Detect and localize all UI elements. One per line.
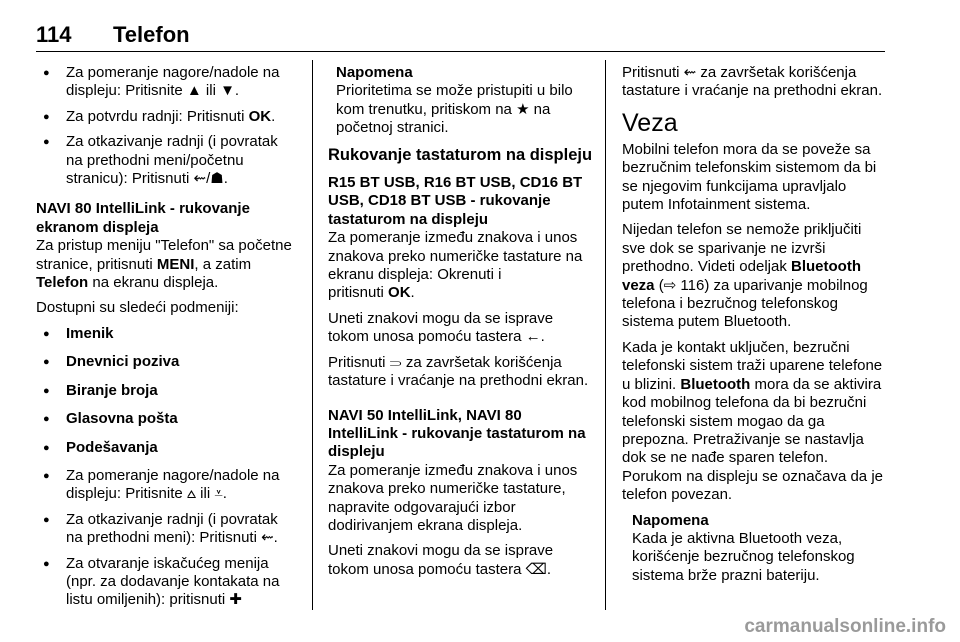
header-rule: [36, 51, 885, 52]
note-box: [622, 512, 888, 586]
list-item: ● Podešavanja: [36, 439, 298, 457]
page-header: [36, 22, 926, 52]
list-item: ● Za otkazivanje radnji (i povratak na prethodni meni/početnu stranicu): Pritisnuti ⇜/☗.: [36, 133, 298, 188]
note-text: Kada je aktivna Bluetooth veza, korišćenje bezručnog telefonskog sistema brže prazni bateriju.: [632, 529, 855, 584]
list-item: ● Za potvrdu radnji: Pritisnuti OK.: [36, 108, 298, 126]
paragraph: Pritisnuti ⇜ za završetak korišćenja tastature i vraćanje na prethodni ekran.: [622, 64, 883, 100]
list-item: ● Imenik: [36, 325, 298, 343]
paragraph: Za pomeranje između znakova i unos znakova preko numeričke tastature na ekranu displeja: Okrenuti i: [328, 229, 583, 284]
list-item: ● Za otkazivanje radnji (i povratak na prethodni meni): Pritisnuti ⇜.: [36, 511, 298, 548]
section-title: Telefon: [113, 22, 190, 47]
paragraph: Uneti znakovi mogu da se isprave tokom unosa pomoću tastera ⌫.: [328, 542, 554, 578]
list-item: ● Za pomeranje nagore/nadole na displeju: Pritisnite ▲ ili ▼.: [36, 64, 298, 101]
paragraph: Za pomeranje između znakova i unos znakova preko numeričke tastature, napravite odgovarajući izbor dodirivanjem ekrana displeja.: [328, 461, 578, 534]
page-number: 114: [36, 22, 72, 47]
note-text: Prioritetima se može pristupiti u bilo kom trenutku, pritiskom na ★ na početnoj stranici.: [336, 82, 573, 137]
subheading: NAVI 50 IntelliLink, NAVI 80 IntelliLink - rukovanje tastaturom na displeju: [328, 406, 586, 461]
column-1: [36, 64, 298, 617]
column-divider-2: [605, 60, 606, 610]
paragraph: Za pristup meniju "Telefon" sa početne stranice, pritisnuti MENI, a zatim Telefon na ekranu displeja.: [36, 237, 292, 292]
column-divider-1: [312, 60, 313, 610]
subheading: NAVI 80 IntelliLink - rukovanje ekranom displeja: [36, 200, 250, 236]
section-heading: Veza: [622, 108, 678, 137]
paragraph: Nijedan telefon se nemože priključiti sve dok se sparivanje ne izvrši prethodno. Videti odeljak Bluetooth veza (⇨ 116) za uparivanje mobilnog telefona i bezručnog telefonskog sistema putem Bluetooth.: [622, 221, 868, 331]
list-item: ● Biranje broja: [36, 382, 298, 400]
paragraph: Kada je kontakt uključen, bezručni telefonski sistem traži uparene telefone u blizini. Bluetooth mora da se aktivira kod mobilnog telefona da bi bezručni telefonski sistem mogao da ga prepozna. Pretraživanje se nastavlja dok se ne nađe sparen telefon. Porukom na displeju se označava da je telefon povezan.: [622, 338, 883, 504]
column-3: [622, 64, 888, 592]
watermark: carmanualsonline.info: [744, 616, 946, 637]
paragraph: Pritisnuti ⥰ za završetak korišćenja tastature i vraćanje na prethodni ekran.: [328, 353, 589, 390]
list-item: ● Dnevnici poziva: [36, 353, 298, 371]
list-item: ● Za otvaranje iskačućeg menija (npr. za dodavanje kontakata na listu omiljenih): pritisnuti ✚: [36, 555, 298, 610]
section-heading: Rukovanje tastaturom na displeju: [328, 145, 593, 164]
note-box: [328, 64, 594, 138]
note-title: Napomena: [632, 511, 709, 529]
paragraph: Uneti znakovi mogu da se isprave tokom unosa pomoću tastera ←.: [328, 309, 554, 346]
bullet-list-top: [36, 64, 298, 188]
paragraph: pritisnuti OK.: [328, 284, 415, 302]
note-title: Napomena: [336, 64, 413, 81]
subheading: R15 BT USB, R16 BT USB, CD16 BT USB, CD18 BT USB - rukovanje tastaturom na displeju: [328, 174, 583, 228]
list-item: ● Za pomeranje nagore/nadole na displeju: Pritisnite ⩟ ili ⩡.: [36, 467, 298, 504]
column-2: [328, 64, 594, 586]
list-item: ● Glasovna pošta: [36, 410, 298, 428]
paragraph: Dostupni su sledeći podmeniji:: [36, 299, 239, 317]
paragraph: Mobilni telefon mora da se poveže sa bezručnim telefonskim sistemom da bi se njegovim funkcijama upravljalo putem Infotainment sistema.: [622, 140, 877, 214]
submenu-list: [36, 325, 298, 457]
bullet-list-bottom: [36, 467, 298, 610]
